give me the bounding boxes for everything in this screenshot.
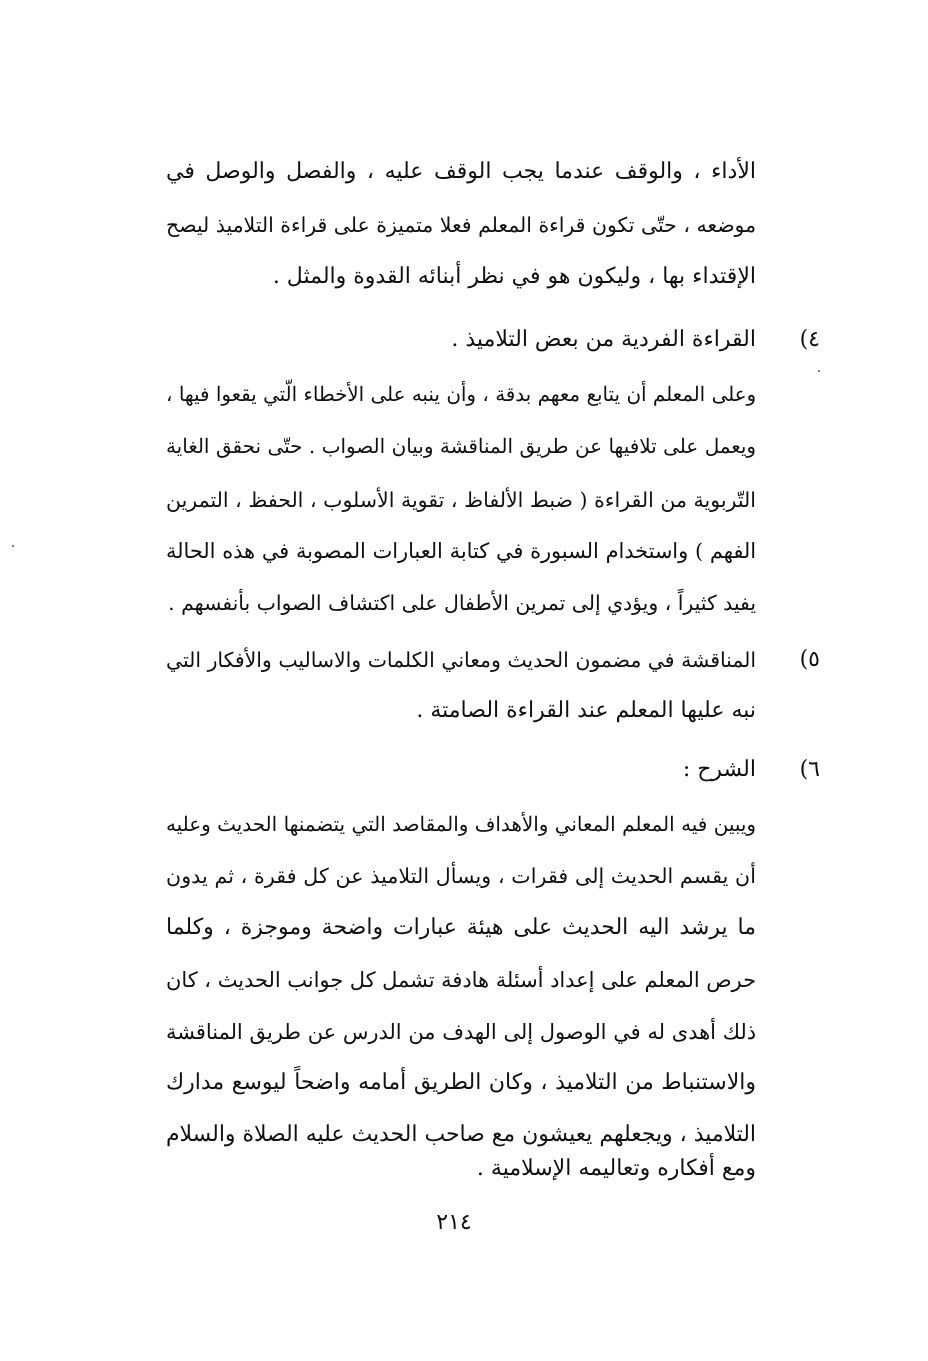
- text-line: يفيد كثيراً ، ويؤدي إلى تمرين الأطفال على اكتشاف الصواب بأنفسهم .: [168, 591, 756, 615]
- text-line: ذلك أهدى له في الوصول إلى الهدف من الدرس عن طريق المناقشة: [166, 1020, 756, 1044]
- text-line: ومع أفكاره وتعاليمه الإسلامية .: [476, 1156, 756, 1181]
- scan-speck: [818, 370, 820, 372]
- list-item-number: ٦): [799, 757, 820, 782]
- page-number: ٢١٤: [436, 1210, 472, 1235]
- text-line: نبه عليها المعلم عند القراءة الصامتة .: [416, 698, 756, 723]
- text-line: حرص المعلم على إعداد أسئلة هادفة تشمل كل جوانب الحديث ، كان: [166, 968, 756, 992]
- list-item-number: ٤): [799, 327, 820, 352]
- text-line: التلاميذ ، ويجعلهم يعيشون مع صاحب الحديث عليه الصلاة والسلام: [166, 1122, 756, 1147]
- text-line: والاستنباط من التلاميذ ، وكان الطريق أمامه واضحاً ليوسع مدارك: [166, 1070, 756, 1095]
- text-line: وعلى المعلم أن يتابع معهم بدقة ، وأن ينبه على الأخطاء الّتي يقعوا فيها ،: [166, 383, 756, 406]
- list-item-number: ٥): [799, 647, 820, 672]
- text-line: المناقشة في مضمون الحديث ومعاني الكلمات والاساليب والأفكار التي: [166, 648, 756, 672]
- text-line: ويبين فيه المعلم المعاني والأهداف والمقاصد التي يتضمنها الحديث وعليه: [166, 813, 756, 836]
- list-item-title: الشرح :: [682, 757, 756, 782]
- text-line: ما يرشد اليه الحديث على هيئة عبارات واضحة وموجزة ، وكلما: [166, 915, 756, 940]
- text-line: أن يقسم الحديث إلى فقرات ، ويسأل التلاميذ عن كل فقرة ، ثم يدون: [166, 864, 756, 888]
- text-line: التّربوية من القراءة ( ضبط الألفاظ ، تقوية الأسلوب ، الحفظ ، التمرين: [166, 488, 756, 512]
- text-line: الأداء ، والوقف عندما يجب الوقف عليه ، والفصل والوصل في: [166, 159, 756, 184]
- text-line: الفهم ) واستخدام السبورة في كتابة العبارات المصوبة في هذه الحالة: [166, 539, 756, 563]
- text-line: الإقتداء بها ، وليكون هو في نظر أبنائه القدوة والمثل .: [272, 264, 756, 289]
- list-item-title: القراءة الفردية من بعض التلاميذ .: [451, 327, 756, 352]
- scan-speck: [12, 545, 14, 547]
- text-line: موضعه ، حتّى تكون قراءة المعلم فعلا متميزة على قراءة التلاميذ ليصح: [166, 213, 756, 237]
- text-line: ويعمل على تلافيها عن طريق المناقشة وبيان الصواب . حتّى نحقق الغاية: [166, 435, 756, 458]
